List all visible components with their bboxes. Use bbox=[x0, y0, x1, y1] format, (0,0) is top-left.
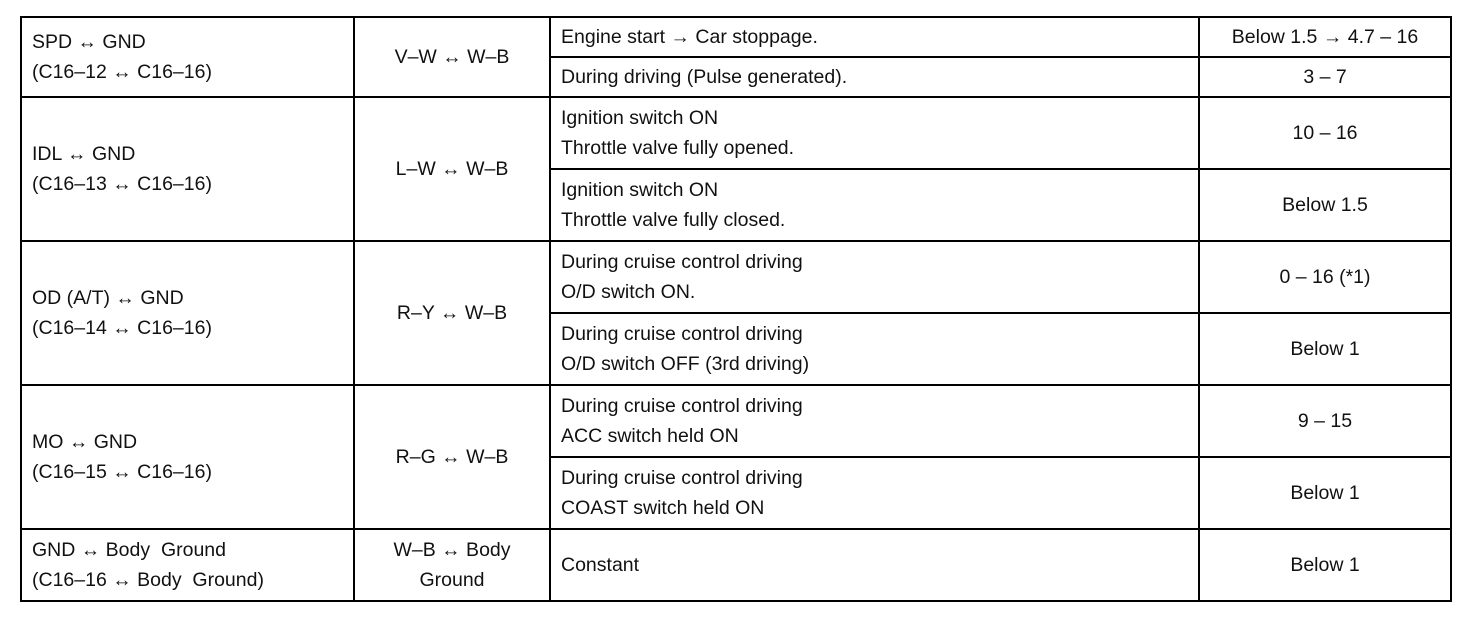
wire-color: L–W ↔ W–B bbox=[395, 158, 509, 180]
terminal-cell bbox=[21, 529, 354, 601]
terminal-pins: (C16–13 ↔ C16–16) bbox=[32, 173, 212, 195]
terminal-label: MO ↔ GND bbox=[32, 431, 138, 453]
terminal-pins: (C16–15 ↔ C16–16) bbox=[32, 461, 212, 483]
condition-text: Engine start → Car stoppage. bbox=[561, 26, 818, 48]
condition-text: ACC switch held ON bbox=[561, 425, 739, 447]
wire-color-cell bbox=[354, 529, 550, 601]
terminal-pins: (C16–12 ↔ C16–16) bbox=[32, 61, 212, 83]
spec-cell bbox=[1199, 57, 1451, 97]
terminal-spec-table bbox=[20, 16, 1452, 602]
condition-text: Ignition switch ON bbox=[561, 107, 719, 129]
wire-color-cell bbox=[354, 385, 550, 529]
spec-value: Below 1.5 → 4.7 – 16 bbox=[1231, 26, 1419, 48]
terminal-cell bbox=[21, 17, 354, 97]
table-row bbox=[21, 97, 1451, 169]
wire-color: V–W ↔ W–B bbox=[394, 46, 510, 68]
spec-cell bbox=[1199, 529, 1451, 601]
condition-text: During cruise control driving bbox=[561, 395, 803, 417]
spec-value: Below 1 bbox=[1290, 338, 1360, 360]
terminal-cell bbox=[21, 385, 354, 529]
terminal-label: GND ↔ Body Ground bbox=[32, 539, 226, 561]
condition-text: O/D switch ON. bbox=[561, 281, 696, 303]
condition-text: Throttle valve fully closed. bbox=[561, 209, 786, 231]
spec-cell bbox=[1199, 97, 1451, 169]
spec-cell bbox=[1199, 385, 1451, 457]
wire-color-cell bbox=[354, 241, 550, 385]
condition-cell bbox=[550, 97, 1199, 169]
spec-cell bbox=[1199, 169, 1451, 241]
condition-text: O/D switch OFF (3rd driving) bbox=[561, 353, 810, 375]
condition-cell bbox=[550, 57, 1199, 97]
terminal-pins: (C16–16 ↔ Body Ground) bbox=[32, 569, 264, 591]
condition-text: Throttle valve fully opened. bbox=[561, 137, 795, 159]
condition-text: COAST switch held ON bbox=[561, 497, 765, 519]
spec-value: 10 – 16 bbox=[1292, 122, 1358, 144]
spec-value: 3 – 7 bbox=[1303, 66, 1347, 88]
spec-value: 0 – 16 (*1) bbox=[1279, 266, 1371, 288]
terminal-label: SPD ↔ GND bbox=[32, 31, 146, 53]
spec-cell bbox=[1199, 457, 1451, 529]
table-row bbox=[21, 529, 1451, 601]
condition-cell bbox=[550, 17, 1199, 57]
spec-value: 9 – 15 bbox=[1297, 410, 1353, 432]
wire-color: R–Y ↔ W–B bbox=[396, 302, 508, 324]
condition-cell bbox=[550, 457, 1199, 529]
terminal-pins: (C16–14 ↔ C16–16) bbox=[32, 317, 212, 339]
condition-cell bbox=[550, 241, 1199, 313]
condition-text: During cruise control driving bbox=[561, 251, 803, 273]
condition-cell bbox=[550, 529, 1199, 601]
wire-color: R–G ↔ W–B bbox=[395, 446, 509, 468]
wire-color: W–B ↔ Body bbox=[393, 539, 511, 561]
spec-value: Below 1 bbox=[1290, 482, 1360, 504]
condition-text: During driving (Pulse generated). bbox=[561, 66, 848, 88]
condition-text: During cruise control driving bbox=[561, 467, 803, 489]
terminal-cell bbox=[21, 241, 354, 385]
table-row bbox=[21, 385, 1451, 457]
table-row bbox=[21, 241, 1451, 313]
wire-color-cell bbox=[354, 97, 550, 241]
condition-cell bbox=[550, 313, 1199, 385]
wire-color-cell bbox=[354, 17, 550, 97]
condition-cell bbox=[550, 169, 1199, 241]
terminal-label: IDL ↔ GND bbox=[32, 143, 136, 165]
wire-color: Ground bbox=[419, 569, 485, 591]
condition-text: Constant bbox=[561, 554, 640, 576]
spec-cell bbox=[1199, 241, 1451, 313]
condition-text: Ignition switch ON bbox=[561, 179, 719, 201]
condition-text: During cruise control driving bbox=[561, 323, 803, 345]
spec-value: Below 1 bbox=[1290, 554, 1360, 576]
spec-value: Below 1.5 bbox=[1282, 194, 1368, 216]
terminal-label: OD (A/T) ↔ GND bbox=[32, 287, 184, 309]
spec-cell bbox=[1199, 17, 1451, 57]
spec-cell bbox=[1199, 313, 1451, 385]
table-row bbox=[21, 17, 1451, 57]
condition-cell bbox=[550, 385, 1199, 457]
terminal-cell bbox=[21, 97, 354, 241]
